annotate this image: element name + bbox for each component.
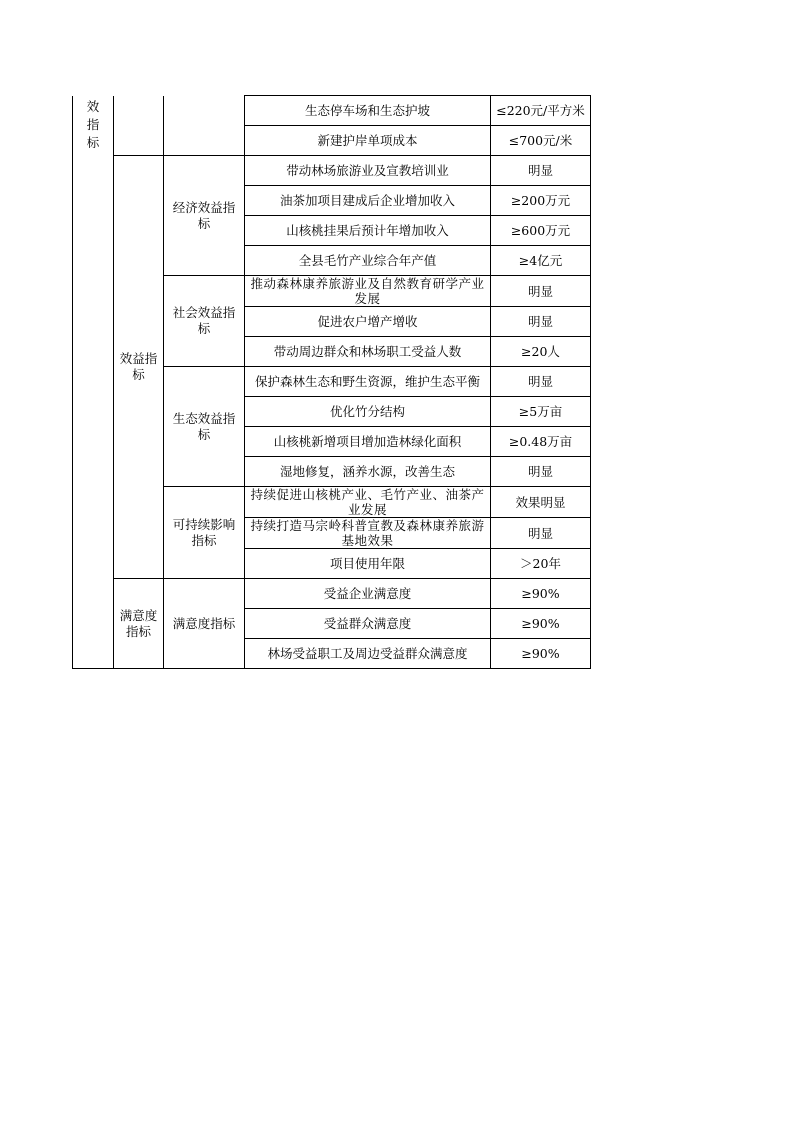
level1-indicator-cell [73,96,114,669]
indicator-value-cell: 明显 [491,518,591,549]
indicator-value-cell: ＞20年 [491,549,591,579]
indicator-cell: 新建护岸单项成本 [245,126,491,156]
indicator-value-cell: ≥200万元 [491,186,591,216]
level3-indicator-label: 生态效益指标 [172,410,236,442]
level3-indicator-cell [164,487,245,579]
indicator-cell: 促进农户增产增收 [245,307,491,337]
indicator-value-cell: 效果明显 [491,487,591,518]
level1-indicator-label: 效指标 [86,98,100,150]
level3-indicator-cell [164,367,245,487]
indicator-value-cell: 明显 [491,156,591,186]
indicator-cell: 山核桃新增项目增加造林绿化面积 [245,427,491,457]
indicator-value-cell: ≥90% [491,639,591,669]
level3-indicator-label: 经济效益指标 [172,199,236,231]
indicator-cell: 全县毛竹产业综合年产值 [245,246,491,276]
table-row [73,579,591,609]
indicator-cell: 持续打造马宗岭科普宣教及森林康养旅游基地效果 [245,518,491,549]
indicator-value-cell: ≥20人 [491,337,591,367]
level2-indicator-label: 满意度指标 [119,607,158,639]
level3-indicator-label: 满意度指标 [172,616,236,631]
indicator-cell: 保护森林生态和野生资源，维护生态平衡 [245,367,491,397]
indicator-cell: 项目使用年限 [245,549,491,579]
level2-indicator-cell [114,96,164,156]
indicator-cell: 湿地修复，涵养水源，改善生态 [245,457,491,487]
level3-indicator-label: 可持续影响指标 [172,516,236,548]
indicator-cell: 油茶加项目建成后企业增加收入 [245,186,491,216]
level3-indicator-cell [164,156,245,276]
indicator-value-cell: 明显 [491,307,591,337]
indicator-cell: 带动周边群众和林场职工受益人数 [245,337,491,367]
indicator-value-cell: ≤220元/平方米 [491,96,591,126]
indicator-value-cell: ≥600万元 [491,216,591,246]
indicator-value-cell: ≥5万亩 [491,397,591,427]
level2-indicator-cell [114,156,164,579]
performance-indicator-table [72,95,591,669]
indicator-value-cell: ≥4亿元 [491,246,591,276]
indicator-value-cell: ≥0.48万亩 [491,427,591,457]
indicator-value-cell: ≥90% [491,609,591,639]
level3-indicator-label: 社会效益指标 [172,305,236,336]
indicator-cell: 优化竹分结构 [245,397,491,427]
indicator-value-cell: ≥90% [491,579,591,609]
table-row [73,96,591,126]
indicator-cell: 受益群众满意度 [245,609,491,639]
indicator-cell: 受益企业满意度 [245,579,491,609]
level3-indicator-cell [164,579,245,669]
indicator-value-cell: ≤700元/米 [491,126,591,156]
indicator-cell: 推动森林康养旅游业及自然教育研学产业发展 [245,276,491,307]
indicator-cell: 生态停车场和生态护坡 [245,96,491,126]
level3-indicator-cell [164,96,245,156]
indicator-value-cell: 明显 [491,457,591,487]
table-row [73,156,591,186]
indicator-cell: 林场受益职工及周边受益群众满意度 [245,639,491,669]
indicator-value-cell: 明显 [491,276,591,307]
level3-indicator-cell [164,276,245,367]
indicator-cell: 山核桃挂果后预计年增加收入 [245,216,491,246]
indicator-cell: 带动林场旅游业及宣教培训业 [245,156,491,186]
indicator-cell: 持续促进山核桃产业、毛竹产业、油茶产业发展 [245,487,491,518]
level2-indicator-cell [114,579,164,669]
indicator-value-cell: 明显 [491,367,591,397]
level2-indicator-label: 效益指标 [119,351,158,382]
